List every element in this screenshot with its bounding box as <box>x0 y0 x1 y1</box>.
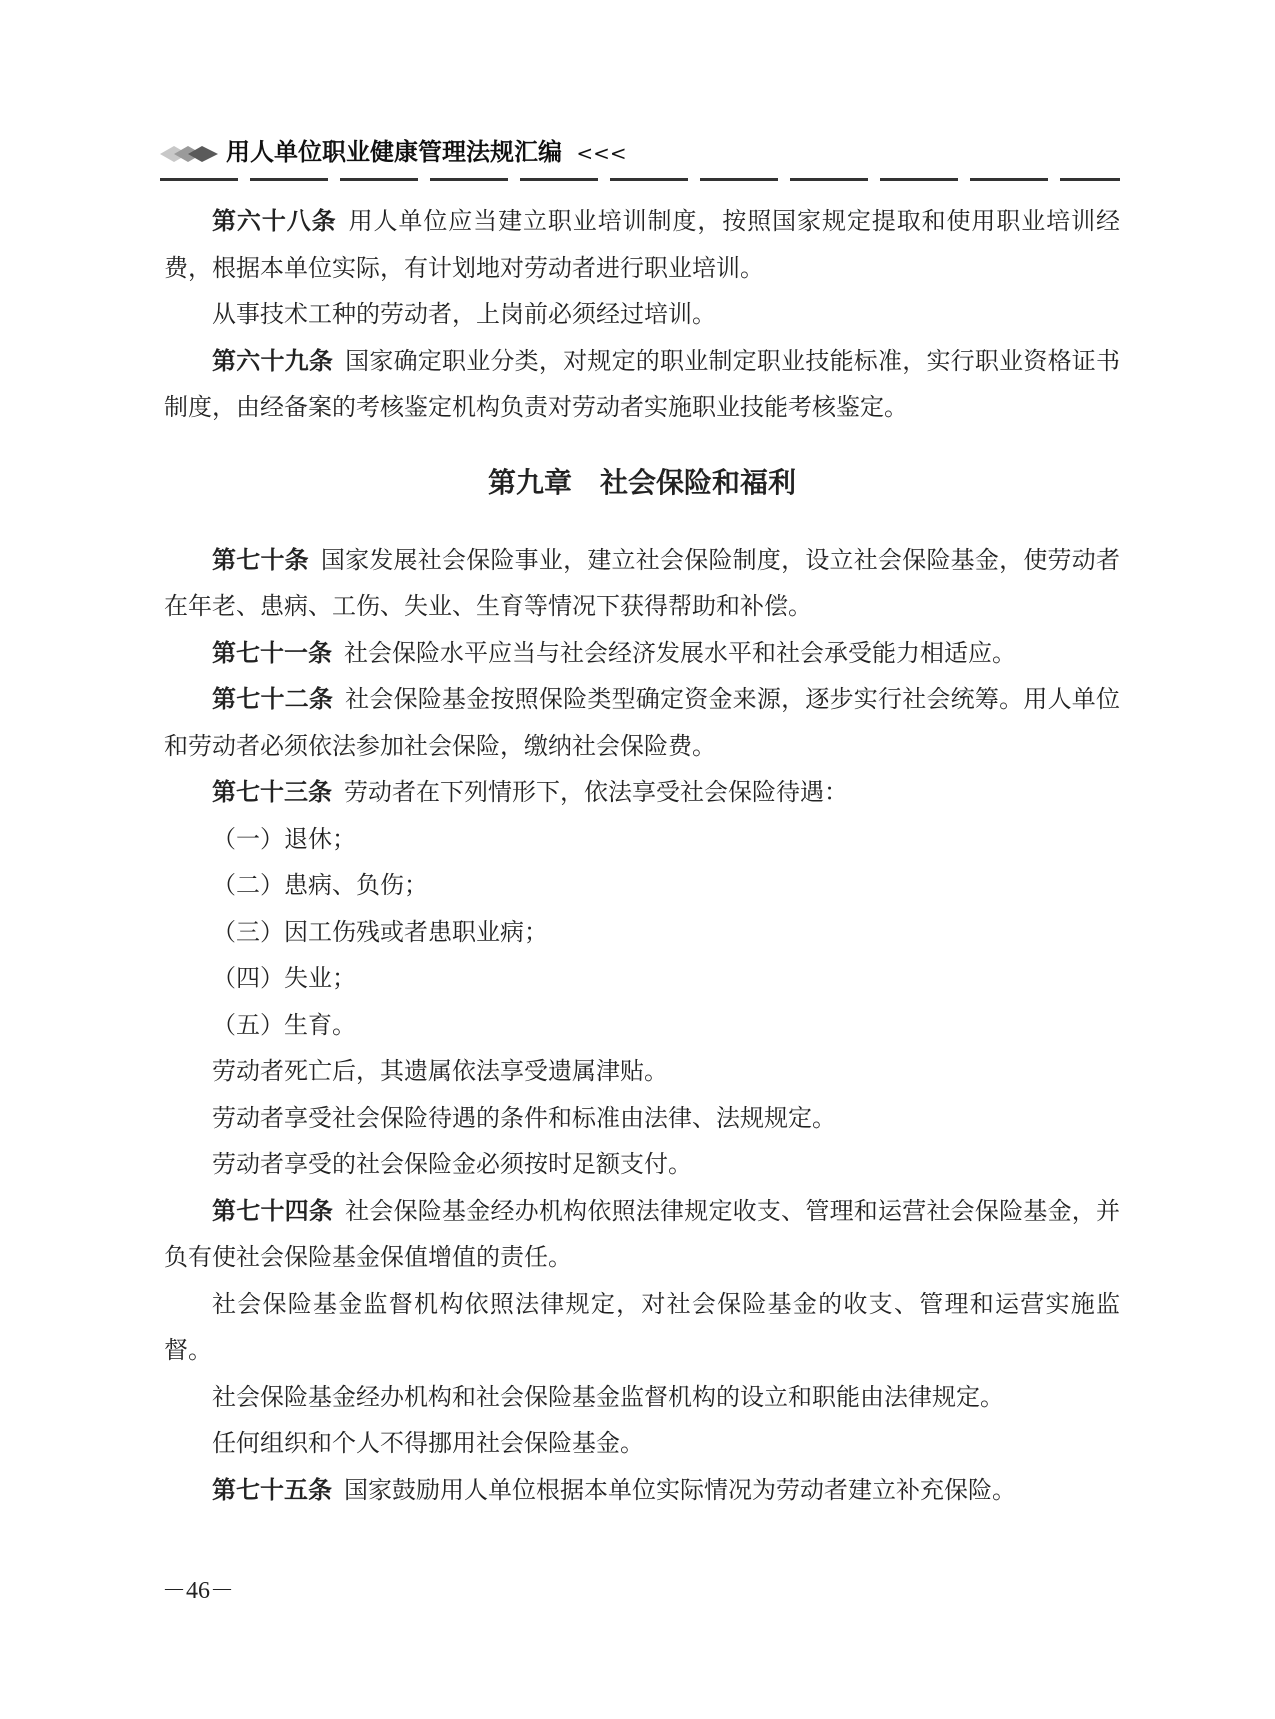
page-number: －46－ <box>162 1578 234 1604</box>
paragraph: 社会保险基金监督机构依照法律规定，对社会保险基金的收支、管理和运营实施监督。 <box>164 1289 1120 1364</box>
diamond-arrows-icon <box>160 142 222 166</box>
article-text: 社会保险水平应当与社会经济发展水平和社会承受能力相适应。 <box>344 638 1016 667</box>
article-number: 第七十一条 <box>212 638 332 667</box>
article-text: 劳动者在下列情形下，依法享受社会保险待遇： <box>344 778 848 806</box>
article-69 <box>164 338 1120 431</box>
article-number: 第七十五条 <box>212 1475 332 1504</box>
article-text: 国家发展社会保险事业，建立社会保险制度，设立社会保险基金，使劳动者在年老、患病、工伤、失业、生育等情况下获得帮助和补偿。 <box>164 545 1120 620</box>
chapter-title: 第九章 社会保险和福利 <box>487 465 796 499</box>
header-dashed-rule <box>160 178 1120 181</box>
article-text: 国家确定职业分类，对规定的职业制定职业技能标准，实行职业资格证书制度，由经备案的考核鉴定机构负责对劳动者实施职业技能考核鉴定。 <box>164 346 1121 421</box>
article-72 <box>164 676 1120 769</box>
article-text: 国家鼓励用人单位根据本单位实际情况为劳动者建立补充保险。 <box>344 1475 1016 1504</box>
list-item: （一）退休； <box>212 824 356 853</box>
article-number: 第六十九条 <box>212 346 334 375</box>
article-number: 第七十二条 <box>212 685 334 713</box>
book-title-text: 用人单位职业健康管理法规汇编 <box>226 137 562 166</box>
paragraph: 劳动者享受的社会保险金必须按时足额支付。 <box>212 1150 692 1178</box>
book-title <box>226 136 627 169</box>
article-text: 社会保险基金按照保险类型确定资金来源，逐步实行社会统筹。用人单位和劳动者必须依法参加社会保险，缴纳社会保险费。 <box>164 685 1121 760</box>
article-75 <box>164 1467 1120 1514</box>
article-74 <box>164 1188 1120 1281</box>
article-number: 第六十八条 <box>212 207 337 235</box>
article-71 <box>164 630 1120 677</box>
article-number: 第七十四条 <box>212 1196 334 1225</box>
page-body <box>164 198 1120 1513</box>
paragraph: 劳动者享受社会保险待遇的条件和标准由法律、法规规定。 <box>212 1103 836 1132</box>
list-item: （四）失业； <box>212 964 356 992</box>
list-item: （三）因工伤残或者患职业病； <box>212 917 548 946</box>
article-73 <box>164 769 1120 816</box>
article-text: 社会保险基金经办机构依照法律规定收支、管理和运营社会保险基金，并负有使社会保险基金保值增值的责任。 <box>164 1196 1121 1271</box>
list-item: （二）患病、负伤； <box>212 871 428 899</box>
article-68 <box>164 198 1120 291</box>
list-item: （五）生育。 <box>212 1010 356 1039</box>
paragraph: 社会保险基金经办机构和社会保险基金监督机构的设立和职能由法律规定。 <box>212 1382 1004 1411</box>
running-header <box>160 136 1120 176</box>
paragraph: 任何组织和个人不得挪用社会保险基金。 <box>212 1429 644 1457</box>
article-70 <box>164 537 1120 630</box>
book-title-chevrons: <<< <box>576 141 627 165</box>
article-number: 第七十三条 <box>212 778 332 806</box>
article-text: 用人单位应当建立职业培训制度，按照国家规定提取和使用职业培训经费，根据本单位实际，有计划地对劳动者进行职业培训。 <box>164 207 1121 282</box>
article-number: 第七十条 <box>212 545 309 574</box>
paragraph: 从事技术工种的劳动者，上岗前必须经过培训。 <box>212 300 716 328</box>
paragraph: 劳动者死亡后，其遗属依法享受遗属津贴。 <box>212 1057 668 1085</box>
